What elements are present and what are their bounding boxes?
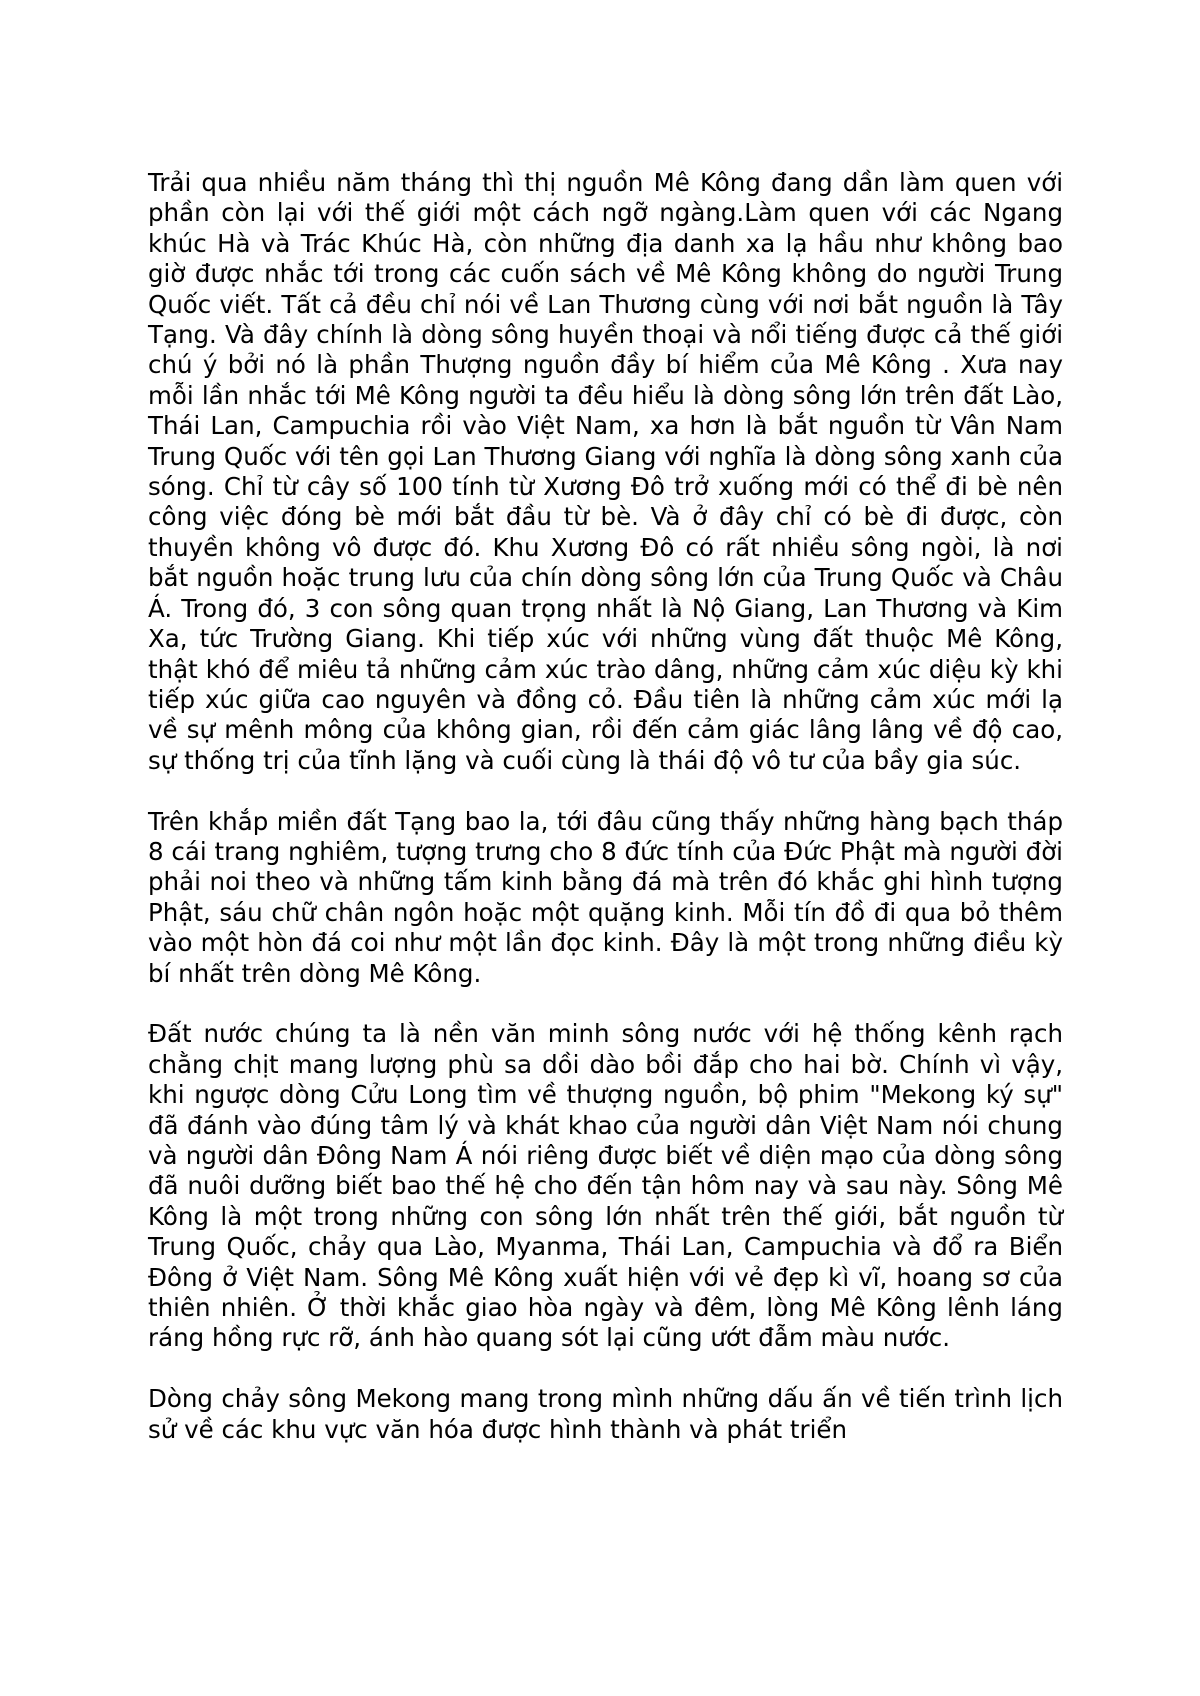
paragraph-4: Dòng chảy sông Mekong mang trong mình những dấu ấn về tiến trình lịch sử về các khu vực văn hóa được hình thành và phát triển xyxy=(148,1384,1063,1444)
paragraph-1: Trải qua nhiều năm tháng thì thị nguồn Mê Kông đang dần làm quen với phần còn lại với thế giới một cách ngỡ ngàng.Làm quen với các Ngang khúc Hà và Trác Khúc Hà, còn những địa danh xa lạ hầu như không bao giờ được nhắc tới trong các cuốn sách về Mê Kông không do người Trung Quốc viết. Tất cả đều chỉ nói về Lan Thương cùng với nơi bắt nguồn là Tây Tạng. Và đây chính là dòng sông huyền thoại và nổi tiếng được cả thế giới chú ý bởi nó là phần Thượng nguồn đầy bí hiểm của Mê Kông . Xưa nay mỗi lần nhắc tới Mê Kông người ta đều hiểu là dòng sông lớn trên đất Lào, Thái Lan, Campuchia rồi vào Việt Nam, xa hơn là bắt nguồn từ Vân Nam Trung Quốc với tên gọi Lan Thương Giang với nghĩa là dòng sông xanh của sóng. Chỉ từ cây số 100 tính từ Xương Đô trở xuống mới có thể đi bè nên công việc đóng bè mới bắt đầu từ bè. Và ở đây chỉ có bè đi được, còn thuyền không vô được đó. Khu Xương Đô có rất nhiều sông ngòi, là nơi bắt nguồn hoặc trung lưu của chín dòng sông lớn của Trung Quốc và Châu Á. Trong đó, 3 con sông quan trọng nhất là Nộ Giang, Lan Thương và Kim Xa, tức Trường Giang. Khi tiếp xúc với những vùng đất thuộc Mê Kông, thật khó để miêu tả những cảm xúc trào dâng, những cảm xúc diệu kỳ khi tiếp xúc giữa cao nguyên và đồng cỏ. Đầu tiên là những cảm xúc mới lạ về sự mênh mông của không gian, rồi đến cảm giác lâng lâng về độ cao, sự thống trị của tĩnh lặng và cuối cùng là thái độ vô tư của bầy gia súc. xyxy=(148,168,1063,775)
paragraph-3: Đất nước chúng ta là nền văn minh sông nước với hệ thống kênh rạch chằng chịt mang lượng phù sa dồi dào bồi đắp cho hai bờ. Chính vì vậy, khi ngược dòng Cửu Long tìm về thượng nguồn, bộ phim "Mekong ký sự" đã đánh vào đúng tâm lý và khát khao của người dân Việt Nam nói chung và người dân Đông Nam Á nói riêng được biết về diện mạo của dòng sông đã nuôi dưỡng biết bao thế hệ cho đến tận hôm nay và sau này. Sông Mê Kông là một trong những con sông lớn nhất trên thế giới, bắt nguồn từ Trung Quốc, chảy qua Lào, Myanma, Thái Lan, Campuchia và đổ ra Biển Đông ở Việt Nam. Sông Mê Kông xuất hiện với vẻ đẹp kì vĩ, hoang sơ của thiên nhiên. Ở thời khắc giao hòa ngày và đêm, lòng Mê Kông lênh láng ráng hồng rực rỡ, ánh hào quang sót lại cũng ướt đẫm màu nước. xyxy=(148,1019,1063,1353)
document-body xyxy=(148,168,1063,1475)
paragraph-2: Trên khắp miền đất Tạng bao la, tới đâu cũng thấy những hàng bạch tháp 8 cái trang nghiêm, tượng trưng cho 8 đức tính của Đức Phật mà người đời phải noi theo và những tấm kinh bằng đá mà trên đó khắc ghi hình tượng Phật, sáu chữ chân ngôn hoặc một quặng kinh. Mỗi tín đồ đi qua bỏ thêm vào một hòn đá coi như một lần đọc kinh. Đây là một trong những điều kỳ bí nhất trên dòng Mê Kông. xyxy=(148,806,1063,988)
